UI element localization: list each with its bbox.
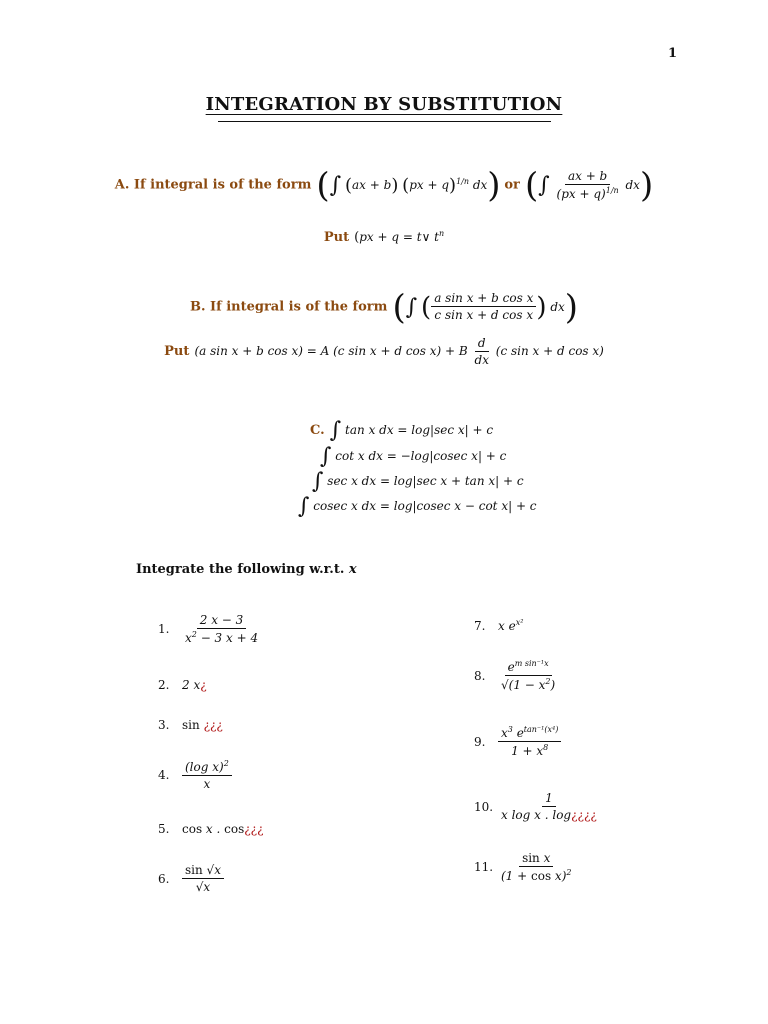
problem-7: 7. x $e^{x^2}$ bbox=[474, 618, 524, 633]
problem-number: 2. bbox=[158, 678, 170, 692]
missing-glyph: ¿ bbox=[200, 678, 207, 692]
section-b-label: B. If integral is of the form bbox=[189, 299, 388, 315]
problem-8: 8. $\frac{e^{m sin^{-1}x}}{√(1 - x^2)}$ bbox=[474, 659, 556, 692]
or-label: or bbox=[504, 177, 520, 193]
formula-sec-line: ∫ sec x dx = log|sec x + tan x| + c bbox=[312, 469, 524, 494]
problem-number: 6. bbox=[158, 871, 170, 886]
problem-number: 4. bbox=[158, 768, 170, 783]
formula-cosec: cosec x dx = log|cosec x − cot x| + c bbox=[313, 499, 537, 513]
problem-number: 3. bbox=[158, 718, 170, 732]
problem-number: 11. bbox=[474, 860, 494, 875]
formula-cot: cot x dx = −log|cosec x| + c bbox=[335, 449, 507, 463]
problem-10: 10. $\frac{1}{\text{x log x . log¿¿¿¿}}$ bbox=[474, 791, 597, 822]
problem-number: 8. bbox=[474, 668, 486, 683]
put-label-b: Put bbox=[164, 344, 190, 360]
formula-tan: tan x dx = log|sec x| + c bbox=[345, 423, 494, 437]
problem-4: 4. $\frac{(\log x)^2}{x}$ bbox=[158, 760, 232, 790]
problem-9: 9. $\frac{x^3 e^{tan^{-1}(x^4)}}{1 + x^8}$ bbox=[474, 726, 561, 757]
problem-1: 1. $\frac{2 x - 3}{x^2 - 3 x + 4}$ bbox=[158, 613, 259, 645]
instruction-variable: x bbox=[348, 562, 357, 577]
section-c-label: C. bbox=[310, 423, 325, 438]
formula-cosec-line: ∫ cosec x dx = log|cosec x − cot x| + c bbox=[298, 494, 537, 519]
section-a-label: A. If integral is of the form bbox=[114, 177, 312, 193]
problem-number: 1. bbox=[158, 622, 170, 637]
problem-2: 2. 2 x¿ bbox=[158, 678, 207, 692]
problem-5: 5. cos x . cos¿¿¿ bbox=[158, 822, 264, 836]
instruction bbox=[136, 562, 357, 577]
formula-sec: sec x dx = log|sec x + tan x| + c bbox=[327, 474, 524, 488]
section-c: C. ∫ tan x dx = log|sec x| + c bbox=[310, 418, 494, 443]
section-b-put: Put (a sin x + b cos x) = A (c sin x + d cos x) + B $\frac{d}{dx}$ (c sin x + d cos x) bbox=[164, 336, 604, 367]
problem-number: 9. bbox=[474, 734, 486, 749]
problem-11: 11. $\frac{\text{sin x}}{(1 + \cos x)^2}$ bbox=[474, 851, 572, 883]
put-label: Put bbox=[323, 230, 350, 245]
page-title: INTEGRATION BY SUBSTITUTION bbox=[0, 94, 768, 115]
page-number: 1 bbox=[668, 46, 678, 61]
put-expression: px + q = t∨ t bbox=[359, 230, 439, 244]
section-a: A. If integral is of the form (∫ (ax + b) (px + q)$^{1/n}$ dx) or (∫ $\frac{ax + b}{(px + q)^{1/n}}$ dx) bbox=[114, 165, 654, 205]
problem-number: 10. bbox=[474, 799, 494, 814]
put-exponent: n bbox=[439, 229, 445, 238]
section-a-put: Put (px + q = t∨ $t^n$ bbox=[323, 229, 445, 245]
problem-6: 6. $\frac{\sin √x}{√x}$ bbox=[158, 864, 224, 893]
problem-number: 7. bbox=[474, 618, 486, 633]
problem-3: 3. sin ¿¿¿ bbox=[158, 718, 223, 732]
instruction-text: Integrate the following w.r.t. bbox=[136, 562, 345, 577]
formula-cot-line: ∫ cot x dx = −log|cosec x| + c bbox=[320, 444, 507, 469]
problem-number: 5. bbox=[158, 822, 170, 836]
section-b: B. If integral is of the form (∫ ( $\frac{\text{a sin x + b cos x}}{\text{c sin x + d cos x}}$ ) dx) bbox=[189, 287, 579, 327]
